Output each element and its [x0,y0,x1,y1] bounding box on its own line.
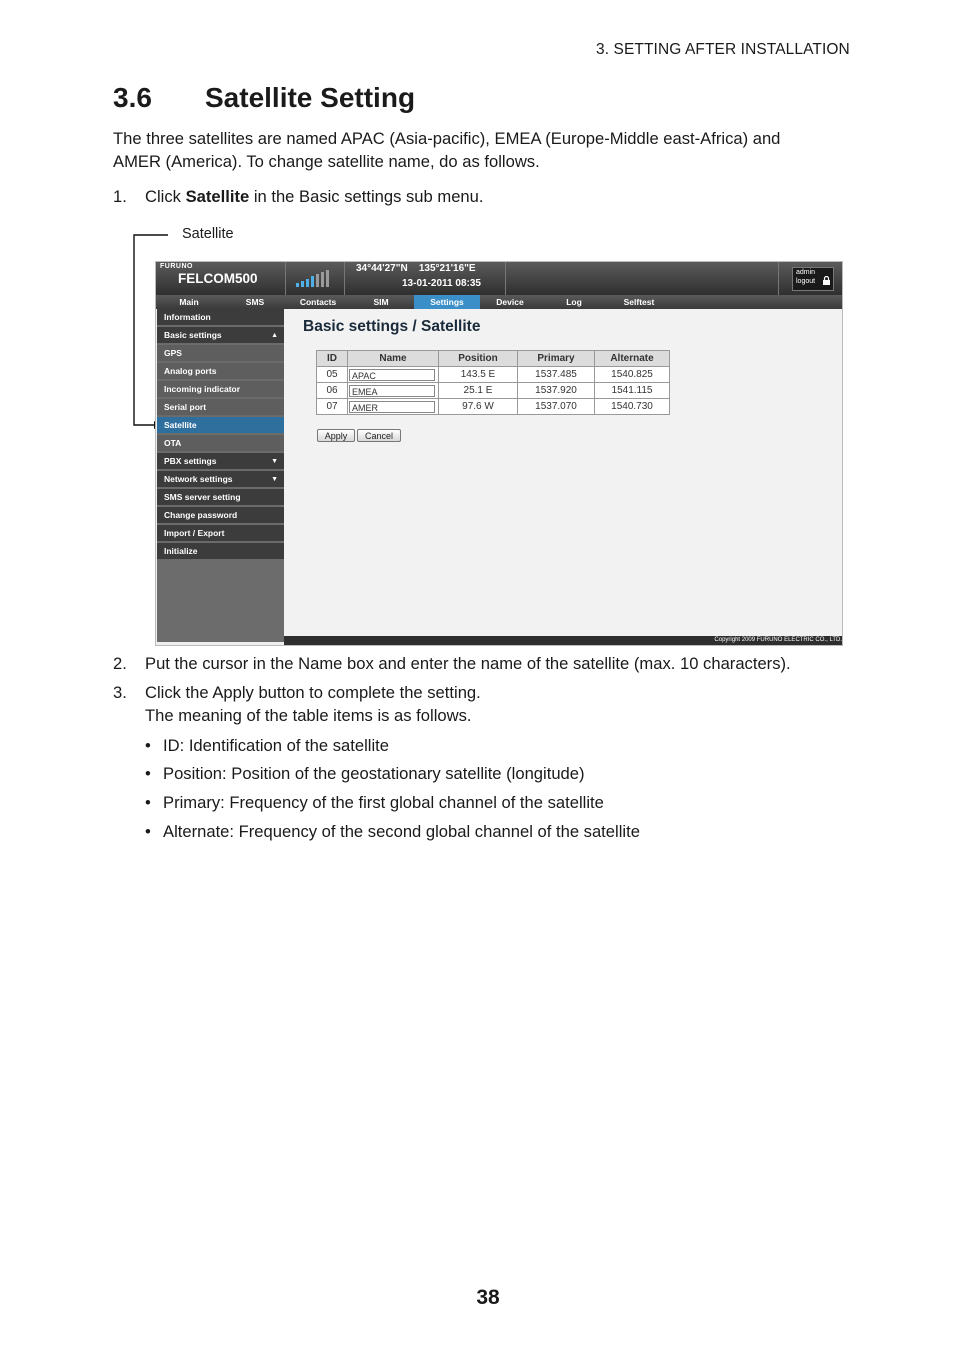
model-name: FELCOM500 [178,271,258,286]
sidebar-item-label: Information [164,312,211,322]
intro-paragraph [113,127,853,173]
bullet-item [145,736,389,756]
sidebar-item-gps[interactable] [157,345,284,362]
column-header-id: ID [317,351,348,367]
sidebar-item-sms-server-setting[interactable] [157,489,284,506]
top-bar [156,262,843,295]
satellite-name-input[interactable]: EMEA [349,385,435,397]
cell-primary: 1537.920 [518,383,595,399]
step-number: 1. [113,187,127,206]
cell-name [348,367,439,383]
bullet-text: Position: Position of the geostationary satellite (longitude) [163,764,585,783]
content-panel [284,309,843,636]
table-row [317,399,670,415]
sidebar-item-pbx-settings[interactable] [157,453,284,470]
sidebar-item-initialize[interactable] [157,543,284,560]
satellite-name-input[interactable]: AMER [349,401,435,413]
step-3 [113,681,481,704]
sidebar [157,309,284,642]
sidebar-item-label: Change password [164,510,238,520]
step-text: Click the Apply button to complete the setting. [145,683,481,702]
sidebar-item-satellite[interactable] [157,417,284,434]
sidebar-item-serial-port[interactable] [157,399,284,416]
bullet-text: ID: Identification of the satellite [163,736,389,755]
menu-sim[interactable]: SIM [373,297,389,307]
sidebar-item-label: Serial port [164,402,207,412]
cell-position: 143.5 E [439,367,518,383]
step-text: in the Basic settings sub menu. [249,187,484,206]
menu-settings[interactable]: Settings [414,295,480,309]
cell-alternate: 1540.825 [595,367,670,383]
bullet-dot: • [145,764,151,783]
sidebar-item-label: OTA [164,438,182,448]
brand-logo: FURUNO [160,263,193,270]
step-number: 2. [113,654,127,673]
sidebar-item-label: Satellite [164,420,197,430]
footer-bar [284,636,843,646]
divider [505,262,506,295]
main-menu [156,295,843,309]
cell-name [348,399,439,415]
admin-logout-button[interactable] [792,267,834,291]
column-header-alternate: Alternate [595,351,670,367]
cell-name [348,383,439,399]
bullet-item [145,793,604,813]
sidebar-item-label: Analog ports [164,366,217,376]
step-text: Put the cursor in the Name box and enter the name of the satellite (max. 10 characters). [145,654,791,673]
page-number: 38 [476,1286,500,1309]
step-1 [113,185,484,208]
sidebar-item-incoming-indicator[interactable] [157,381,284,398]
copyright-text: Copyright 2009 FURUNO ELECTRIC CO., LTD. [714,637,842,643]
sidebar-item-basic-settings[interactable] [157,327,284,344]
expand-arrow-icon: ▼ [271,476,278,483]
intro-line-2: AMER (America). To change satellite name, do as follows. [113,152,540,171]
cell-primary: 1537.070 [518,399,595,415]
satellite-name-input[interactable]: APAC [349,369,435,381]
bullet-dot: • [145,793,151,812]
menu-sms[interactable]: SMS [245,297,265,307]
intro-line-1: The three satellites are named APAC (Asia-pacific), EMEA (Europe-Middle east-Africa) and [113,129,781,148]
bullet-item [145,822,640,842]
menu-device[interactable]: Device [496,297,524,307]
content-title: Basic settings / Satellite [303,318,481,335]
cell-id: 05 [317,367,348,383]
divider [285,262,286,295]
satellite-table [316,350,670,415]
divider [778,262,779,295]
bullet-dot: • [145,822,151,841]
menu-selftest[interactable]: Selftest [623,297,655,307]
sidebar-item-label: Basic settings [164,330,222,340]
felcom-screenshot [155,261,843,646]
sidebar-item-label: Incoming indicator [164,384,241,394]
signal-strength-icon [296,269,332,287]
cell-position: 25.1 E [439,383,518,399]
callout-label: Satellite [182,226,234,242]
table-row [317,367,670,383]
step-text: Click [145,187,186,206]
cell-alternate: 1540.730 [595,399,670,415]
sidebar-item-label: Import / Export [164,528,225,538]
sidebar-item-ota[interactable] [157,435,284,452]
menu-main[interactable]: Main [179,297,199,307]
column-header-name: Name [348,351,439,367]
sidebar-item-analog-ports[interactable] [157,363,284,380]
sidebar-item-label: SMS server setting [164,492,241,502]
lock-icon [822,276,831,285]
sidebar-item-change-password[interactable] [157,507,284,524]
bullet-text: Primary: Frequency of the first global channel of the satellite [163,793,604,812]
latitude: 34°44'27"N [356,263,408,274]
column-header-position: Position [439,351,518,367]
step-3-continuation: The meaning of the table items is as follows. [145,706,472,725]
sidebar-item-label: Network settings [164,474,233,484]
sidebar-item-label: PBX settings [164,456,217,466]
running-header: 3. SETTING AFTER INSTALLATION [596,41,850,58]
cell-alternate: 1541.115 [595,383,670,399]
date-time: 13-01-2011 08:35 [402,278,481,289]
cancel-button[interactable]: Cancel [357,429,401,442]
section-title [113,82,415,114]
cell-id: 07 [317,399,348,415]
bullet-item [145,764,585,784]
collapse-arrow-icon: ▲ [271,332,278,339]
menu-contacts[interactable]: Contacts [299,297,337,307]
longitude: 135°21'16"E [418,263,476,274]
divider [344,262,345,295]
step-bold: Satellite [185,187,250,206]
table-header-row [317,351,670,367]
table-row [317,383,670,399]
sidebar-item-label: Initialize [164,546,198,556]
admin-label: admin [796,269,816,276]
bullet-text: Alternate: Frequency of the second global channel of the satellite [163,822,640,841]
sidebar-item-import-export[interactable] [157,525,284,542]
cell-id: 06 [317,383,348,399]
gps-coordinates [356,263,476,274]
menu-log[interactable]: Log [566,297,582,307]
step-number: 3. [113,683,127,702]
sidebar-item-information[interactable] [157,309,284,326]
cell-primary: 1537.485 [518,367,595,383]
column-header-primary: Primary [518,351,595,367]
cell-position: 97.6 W [439,399,518,415]
sidebar-item-network-settings[interactable] [157,471,284,488]
section-number: 3.6 [113,82,152,113]
bullet-dot: • [145,736,151,755]
apply-button[interactable]: Apply [317,429,355,442]
step-2 [113,652,791,675]
sidebar-item-label: GPS [164,348,182,358]
expand-arrow-icon: ▼ [271,458,278,465]
logout-label: logout [796,278,816,285]
section-title-text: Satellite Setting [205,82,416,113]
